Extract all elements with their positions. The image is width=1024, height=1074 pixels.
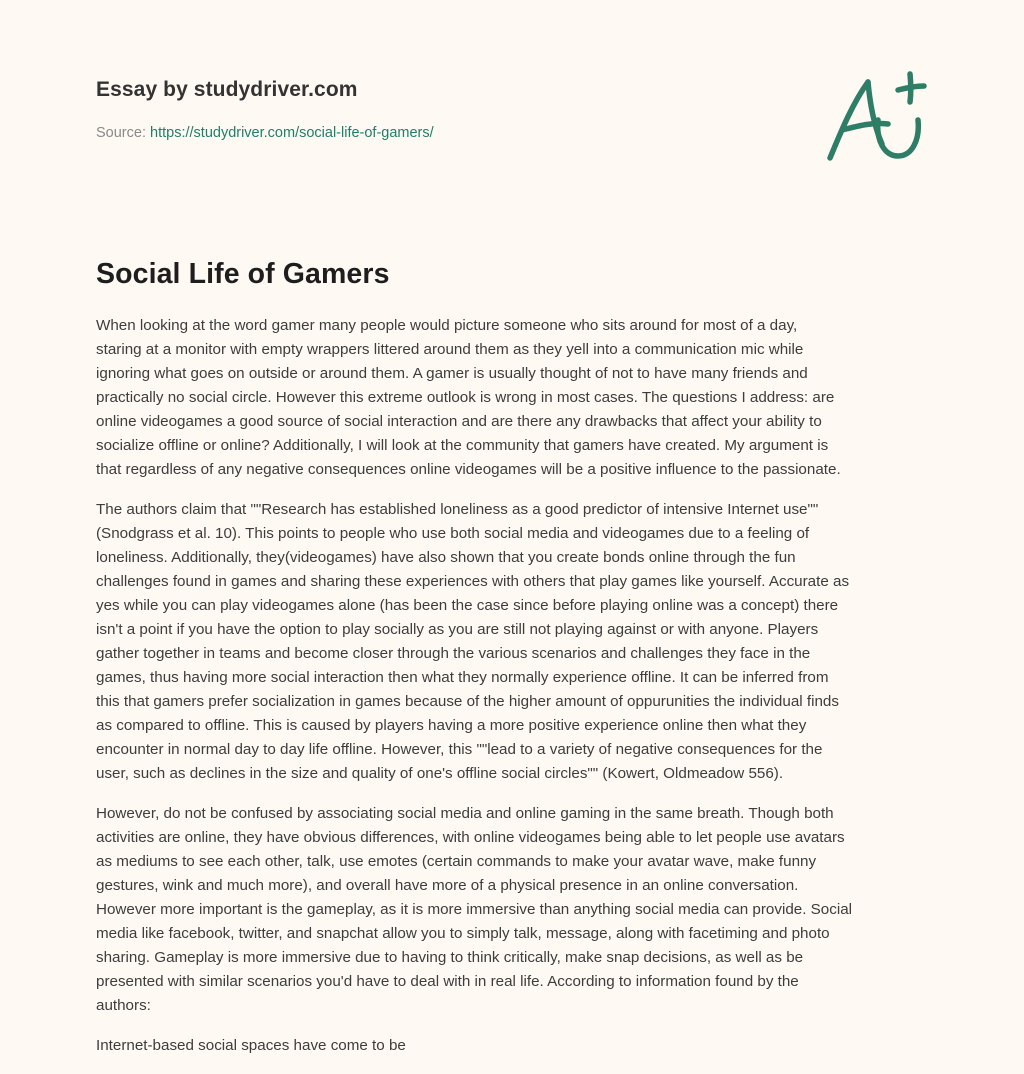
text-line: socialize offline or online? Additionally, I will look at the community that gamers have created. My argument is — [96, 437, 829, 454]
paragraph-2 — [96, 498, 936, 786]
text-line: staring at a monitor with empty wrappers littered around them as they yell into a communication mic while — [96, 341, 804, 358]
text-line: encounter in normal day to day life offline. However, this ""lead to a variety of negative consequences for the — [96, 741, 823, 758]
text-line: as compared to offline. This is caused by players having a more positive experience online then what they — [96, 717, 807, 734]
text-line: as mediums to see each other, talk, use emotes (certain commands to make your avatar wave, make funny — [96, 853, 817, 870]
text-line: gather together in teams and become closer through the various scenarios and challenges they face in the — [96, 645, 811, 662]
text-line: games, thus having more social interaction then what they normally experience offline. It can be inferred from — [96, 669, 829, 686]
text-line: presented with similar scenarios you'd have to deal with in real life. According to information found by the — [96, 973, 799, 990]
text-line: However, do not be confused by associating social media and online gaming in the same breath. Though both — [96, 805, 834, 822]
text-line: isn't a point if you have the option to play socially as you are still not playing against or with anyone. Players — [96, 621, 819, 638]
essay-title: Social Life of Gamers — [96, 258, 390, 290]
text-line: media like facebook, twitter, and snapchat allow you to simply talk, message, along with facetiming and photo — [96, 925, 830, 942]
source-label: Source: — [96, 125, 146, 141]
source-link[interactable]: https://studydriver.com/social-life-of-gamers/ — [150, 125, 434, 141]
paragraph-4 — [96, 1034, 936, 1058]
text-line: When looking at the word gamer many people would picture someone who sits around for most of a day, — [96, 317, 798, 334]
a-plus-grade-icon — [818, 64, 934, 168]
text-line: activities are online, they have obvious differences, with online videogames being able to let people use avatars — [96, 829, 845, 846]
text-line: user, such as declines in the size and quality of one's offline social circles"" (Kowert, Oldmeadow 556). — [96, 765, 784, 782]
paragraph-3 — [96, 802, 936, 1018]
text-line: However more important is the gameplay, as it is more immersive than anything social media can provide. Social — [96, 901, 853, 918]
text-line: gestures, wink and much more), and overall have more of a physical presence in an online conversation. — [96, 877, 799, 894]
text-line: online videogames a good source of social interaction and are there any drawbacks that affect your ability to — [96, 413, 822, 430]
paragraph-1 — [96, 314, 936, 482]
text-line: that regardless of any negative consequences online videogames will be a positive influence to the passionate. — [96, 461, 841, 478]
text-line: loneliness. Additionally, they(videogames) have also shown that you create bonds online through the fun — [96, 549, 796, 566]
text-line: authors: — [96, 997, 151, 1014]
site-title: Essay by studydriver.com — [96, 78, 358, 101]
text-line: Internet-based social spaces have come to be — [96, 1037, 406, 1054]
text-line: sharing. Gameplay is more immersive due to having to think critically, make snap decisions, as well as be — [96, 949, 804, 966]
text-line: challenges found in games and sharing these experiences with others that play games like yourself. Accurate as — [96, 573, 850, 590]
text-line: this that gamers prefer socialization in games because of the higher amount of oppurunities the individual finds — [96, 693, 839, 710]
text-line: yes while you can play videogames alone (has been the case since before playing online was a concept) there — [96, 597, 839, 614]
essay-body — [96, 314, 936, 1074]
text-line: ignoring what goes on outside or around them. A gamer is usually thought of not to have many friends and — [96, 365, 808, 382]
text-line: The authors claim that ""Research has established loneliness as a good predictor of intensive Internet use"" — [96, 501, 819, 518]
text-line: (Snodgrass et al. 10). This points to people who use both social media and videogames due to a feeling of — [96, 525, 810, 542]
text-line: practically no social circle. However this extreme outlook is wrong in most cases. The questions I address: are — [96, 389, 835, 406]
source-line — [96, 123, 434, 143]
